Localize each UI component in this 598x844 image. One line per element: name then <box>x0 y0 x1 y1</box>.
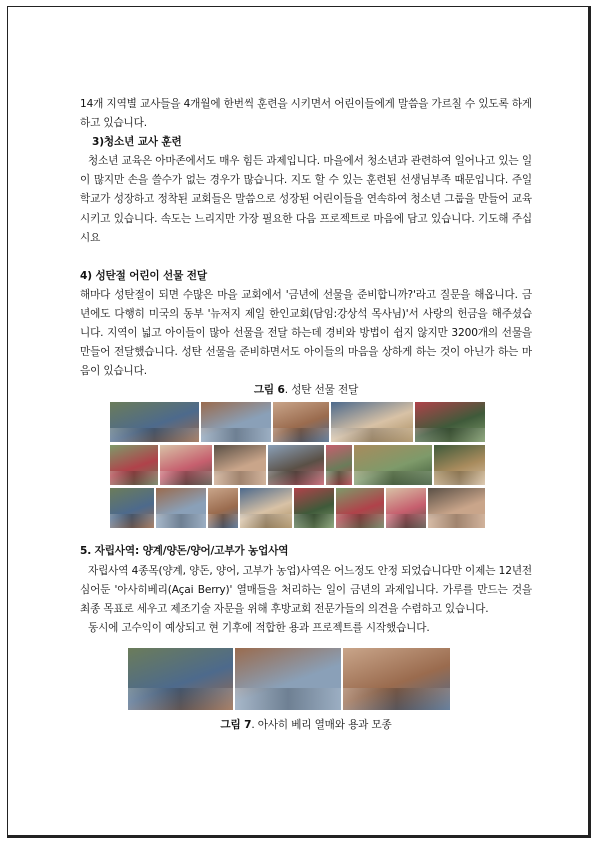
photo-detail <box>428 514 485 528</box>
photo-detail <box>156 514 206 528</box>
figure-6-caption <box>80 381 532 400</box>
photo-detail <box>110 514 154 528</box>
acai-dragonfruit-photos <box>80 648 532 710</box>
figure-6-label: 그림 6 <box>253 384 285 397</box>
photo <box>415 402 485 442</box>
photo-detail <box>268 471 324 485</box>
page-content <box>80 95 532 735</box>
heading-self-support-ministry: 5. 자립사역: 양계/양돈/양어/고부가 농업사역 <box>80 545 289 558</box>
paragraph-youth-education: 청소년 교육은 아마존에서도 매우 힘든 과제입니다. 마을에서 청소년과 관련하여 일어나고 있는 일이 많지만 손을 쓸수가 없는 경우가 많습니다. 지도 할 수 있는 훈련된 선생님부족 때문입니다. 주일학교가 성장하고 정착된 교회들은 말씀으로 성장된 어린이들을 연속하여 청소년 그룹을 만들어 교육 시키고 있습니다. 속도는 느리지만 가장 필요한 다음 프로젝트로 마음에 담고 있습니다. 기도해 주십시요 <box>80 155 532 244</box>
photo <box>214 445 266 485</box>
photo <box>428 488 485 528</box>
photo-detail <box>208 514 238 528</box>
photo-detail <box>110 428 199 442</box>
figure-7-label: 그림 7 <box>220 718 252 731</box>
photo <box>110 445 158 485</box>
photo <box>336 488 384 528</box>
document-page <box>7 6 591 838</box>
photo <box>235 648 341 710</box>
photo-detail <box>235 688 341 710</box>
heading-youth-teacher-training: 3)청소년 교사 훈련 <box>92 136 182 149</box>
christmas-photo-collage <box>80 402 532 528</box>
photo <box>110 488 154 528</box>
photo-detail <box>331 428 413 442</box>
spacer <box>80 248 532 267</box>
photo <box>160 445 212 485</box>
photo <box>268 445 324 485</box>
photo <box>273 402 329 442</box>
paragraph-christmas-gifts: 해마다 성탄절이 되면 수많은 마을 교회에서 '금년에 선물을 준비합니까?'라고 질문을 해옵니다. 금년에도 다행히 미국의 동부 '뉴저지 제일 한인교회(담임:강상석 목사님)'서 사랑의 헌금을 해주셨습니다. 지역이 넓고 아이들이 많아 선물을 전달 하는데 경비와 방법이 쉽지 않지만 3200개의 선물을 만들어 전달했습니다. 성탄 선물을 준비하면서도 아이들의 마음을 상하게 하는 것이 아닌가 하는 마음이 있습니다. <box>80 288 532 378</box>
photo <box>354 445 432 485</box>
photo-detail <box>326 471 352 485</box>
photo <box>343 648 450 710</box>
photo-detail <box>415 428 485 442</box>
photo-detail <box>160 471 212 485</box>
photo <box>386 488 426 528</box>
paragraph-teacher-training: 14개 지역별 교사들을 4개월에 한번씩 훈련을 시키면서 어린이들에게 말씀을 가르칠 수 있도록 하게 하고 있습니다. <box>80 98 532 130</box>
photo-detail <box>214 471 266 485</box>
photo <box>156 488 206 528</box>
figure-6-text: . 성탄 선물 전달 <box>284 384 359 397</box>
photo-detail <box>294 514 334 528</box>
figure-7-text: . 아사히 베리 열매와 용과 모종 <box>251 718 392 731</box>
photo <box>201 402 271 442</box>
photo <box>326 445 352 485</box>
photo-detail <box>354 471 432 485</box>
photo <box>240 488 292 528</box>
heading-christmas-gifts: 4) 성탄절 어린이 선물 전달 <box>80 269 207 282</box>
photo-detail <box>273 428 329 442</box>
photo <box>128 648 233 710</box>
photo-detail <box>201 428 271 442</box>
photo-detail <box>240 514 292 528</box>
photo-detail <box>128 688 233 710</box>
photo-detail <box>336 514 384 528</box>
photo-detail <box>110 471 158 485</box>
paragraph-self-support: 자립사역 4종목(양계, 양돈, 양어, 고부가 농업)사역은 어느정도 안정 되었습니다만 이제는 12년전 심어둔 '아사히베리(Açai Berry)' 열매들을 처리하는 일이 금년의 과제입니다. 가루를 만드는 것을 최종 목표로 세우고 제조기술 자문을 위해 후방교회 전문가들의 의견을 수렴하고 있습니다. <box>80 564 532 615</box>
photo <box>208 488 238 528</box>
figure-7-caption <box>80 716 532 735</box>
photo <box>331 402 413 442</box>
paragraph-dragonfruit-project: 동시에 고수익이 예상되고 현 기후에 적합한 용과 프로젝트를 시작했습니다. <box>88 621 430 634</box>
photo <box>294 488 334 528</box>
photo-detail <box>343 688 450 710</box>
photo <box>434 445 485 485</box>
spacer <box>80 534 532 542</box>
photo-detail <box>386 514 426 528</box>
photo-detail <box>434 471 485 485</box>
photo <box>110 402 199 442</box>
